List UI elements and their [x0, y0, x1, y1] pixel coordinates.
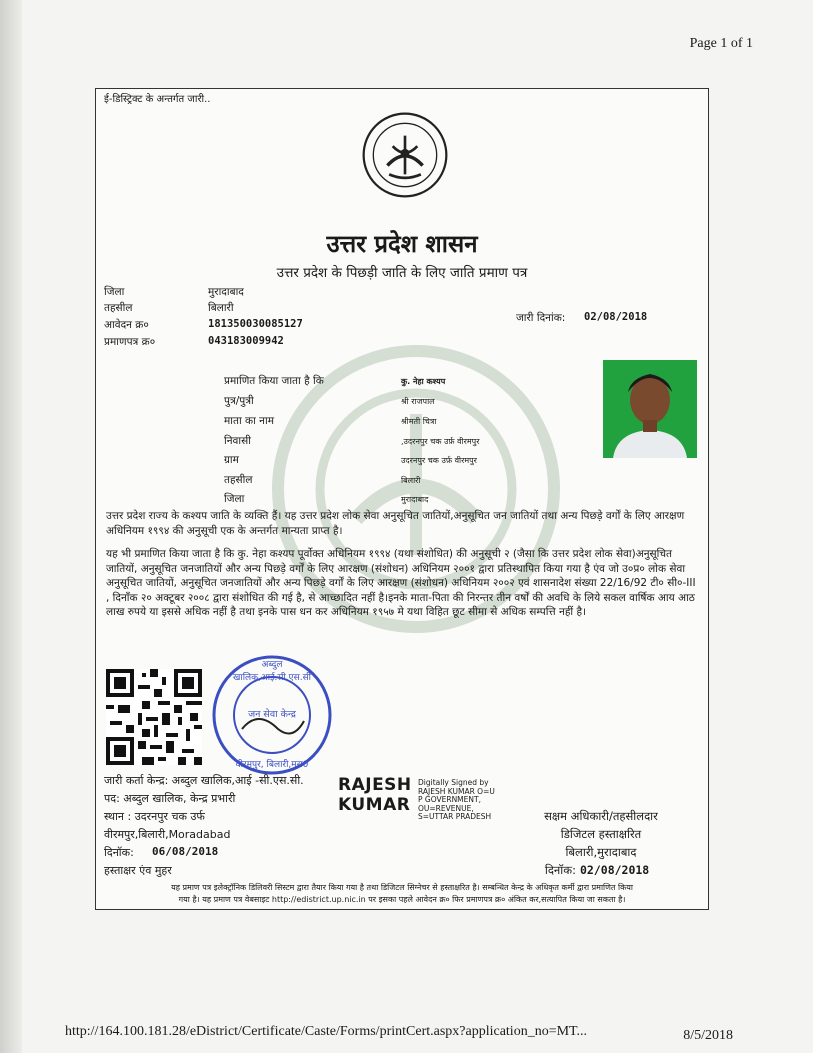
stamp-ring-text: अब्दुल खालिक,आई.सी.एस.सी: [233, 660, 311, 683]
tehsil-value: बिलारी: [208, 302, 234, 314]
son-daughter-value: श्री राजपाल: [401, 397, 435, 406]
digital-signature-block: [418, 779, 495, 822]
issue-date-label: जारी दिनांक:: [516, 312, 566, 324]
subject-tehsil-value: बिलारी: [401, 476, 421, 485]
issuer-date-value: 06/08/2018: [152, 845, 219, 858]
applicant-photo: [603, 360, 697, 458]
income-paragraph: यह भी प्रमाणित किया जाता है कि कु. नेहा कश्यप पूर्वोक्त अधिनियम १९९४ (यथा संशोधित) की अनुसूची २ (जैसा कि उत्तर प्रदेश लोक सेवा)अनुसूचित जातियों, अनुसूचित जनजातियों और अन्य पिछड़े वर्गों के लिए आरक्षण (संशोधन) अधिनियम २००१ द्वारा प्रतिस्थापित किया गया है एंव जो उ०प्र० लोक सेवा अनुसूचित जातियों, अनुसूचित जनजातियों और अन्य पिछड़े वर्गों के लिए आरक्षण (संशोधन) अधिनियम २००२ एवं शासनादेश संख्या 22/16/92 टी० सी०-III , दिनाँक २० अक्टूबर २००८ द्वारा संशोधित की गई है, से आच्छादित नहीं है।इनके माता-पिता की निरन्तर तीन वर्षों की अवधि के लिये सकल वार्षिक आय आठ लाख रुपये या इससे अधिक नहीं है तथा इनके पास धन कर अधिनियम १९५७ मे यथा विहित छूट सीमा से अधिक सम्पत्ति नहीं है।: [106, 548, 696, 618]
signer-name-line1: RAJESH: [338, 775, 412, 795]
digital-sign-line: S=UTTAR PRADESH: [418, 812, 492, 821]
authority-line1: सक्षम अधिकारी/तहसीलदार: [544, 809, 658, 823]
resident-label: निवासी: [224, 435, 251, 447]
digital-sign-line: P GOVERNMENT,: [418, 795, 481, 804]
authority-date-value: 02/08/2018: [580, 863, 650, 877]
jan-seva-kendra-stamp: [208, 651, 336, 779]
scan-edge: [0, 0, 22, 1053]
mother-name-label: माता का नाम: [224, 415, 274, 427]
issuer-date-label: दिनॉक:: [104, 846, 134, 859]
authority-line2: डिजिटल हस्ताक्षरित: [560, 827, 642, 841]
certificate: [95, 88, 709, 910]
certify-value: कु. नेहा कश्यप: [401, 377, 446, 386]
signer-name-line2: KUMAR: [338, 795, 411, 815]
son-daughter-label: पुत्र/पुत्री: [224, 395, 254, 407]
digital-sign-line: Digitally Signed by: [418, 778, 489, 787]
digital-sign-line: RAJESH KUMAR O=U: [418, 786, 495, 796]
district-label: जिला: [104, 286, 125, 298]
tehsil-label: तहसील: [104, 302, 133, 314]
subject-district-label: जिला: [224, 493, 245, 505]
digital-sign-line: OU=REVENUE,: [418, 803, 474, 813]
mother-name-value: श्रीमती चित्रा: [401, 417, 437, 426]
page-number: Page 1 of 1: [689, 36, 753, 51]
authority-line3: बिलारी,मुरादाबाद: [565, 845, 637, 859]
resident-value: ,उदरनपुर चक उर्फ़ वीरमपुर: [401, 437, 480, 446]
issuer-place-line2: वीरमपुर,बिलारी,Moradabad: [104, 828, 231, 841]
print-date: 8/5/2018: [683, 1028, 733, 1043]
stamp-bottom-text: वीरमपुर, बिलारी,मुरा0: [235, 760, 309, 770]
certificate-title: उत्तर प्रदेश शासन: [326, 230, 478, 258]
application-no-value: 181350030085127: [208, 318, 303, 330]
subject-tehsil-label: तहसील: [224, 474, 253, 486]
issue-date-value: 02/08/2018: [584, 311, 648, 323]
certificate-no-label: प्रमाणपत्र क्र०: [104, 336, 156, 348]
certify-label: प्रमाणित किया जाता है कि: [224, 375, 324, 387]
certificate-footer: [106, 882, 698, 906]
issuer-post: पद: अब्दुल खालिक, केन्द्र प्रभारी: [104, 792, 236, 805]
issuer-sign-label: हस्ताक्षर एंव मुहर: [104, 864, 172, 877]
subject-district-value: मुरादाबाद: [401, 495, 429, 504]
application-no-label: आवेदन क्र०: [104, 319, 149, 331]
footer-line1: यह प्रमाण पत्र इलेक्ट्रॉनिक डिलिवरी सिस्टम द्वारा तैयार किया गया है तथा डिजिटल सिग्नेचर से हस्ताक्षरित है। सम्बन्धित केन्द्र के अधिकृत कर्मी द्वारा प्रमाणित किया: [171, 883, 633, 892]
qr-code-icon: [106, 669, 202, 765]
print-url: http://164.100.181.28/eDistrict/Certificate/Caste/Forms/printCert.aspx?application_no=MT...: [65, 1024, 588, 1039]
top-left-note: ई-डिस्ट्रिक्ट के अन्तर्गत जारी..: [104, 94, 211, 105]
state-emblem-icon: [361, 111, 449, 199]
stamp-center-text: जन सेवा केन्द्र: [248, 709, 296, 720]
issuing-centre: जारी कर्ता केन्द्र: अब्दुल खालिक,आई -सी.एस.सी.: [104, 774, 304, 787]
certificate-subtitle: उत्तर प्रदेश के पिछड़ी जाति के लिए जाति प्रमाण पत्र: [276, 265, 528, 281]
village-label: ग्राम: [224, 454, 239, 466]
certificate-no-value: 043183009942: [208, 335, 284, 347]
footer-line2: गया है। यह प्रमाण पत्र वेबसाइट http://edistrict.up.nic.in पर इसका पहले आवेदन क्र० फिर प्रमाणपत्र क्र० अंकित कर,सत्यापित किया जा सकता है।: [178, 895, 626, 904]
caste-paragraph: उत्तर प्रदेश राज्य के कश्यप जाति के व्यक्ति हैं। यह उत्तर प्रदेश लोक सेवा अनुसूचित जातियों,अनुसूचित जन जातियों तथा अन्य पिछड़े वर्गों के लिए आरक्षण अधिनियम १९९४ की अनुसूची एक के अन्तर्गत मान्यता प्राप्त है।: [106, 510, 685, 537]
district-value: मुरादाबाद: [208, 286, 244, 298]
authority-date-label: दिनॉक:: [544, 863, 576, 877]
village-value: उदरनपुर चक उर्फ़ वीरमपुर: [401, 456, 477, 465]
issuer-place-line1: स्थान : उदरनपुर चक उर्फ: [104, 810, 205, 823]
